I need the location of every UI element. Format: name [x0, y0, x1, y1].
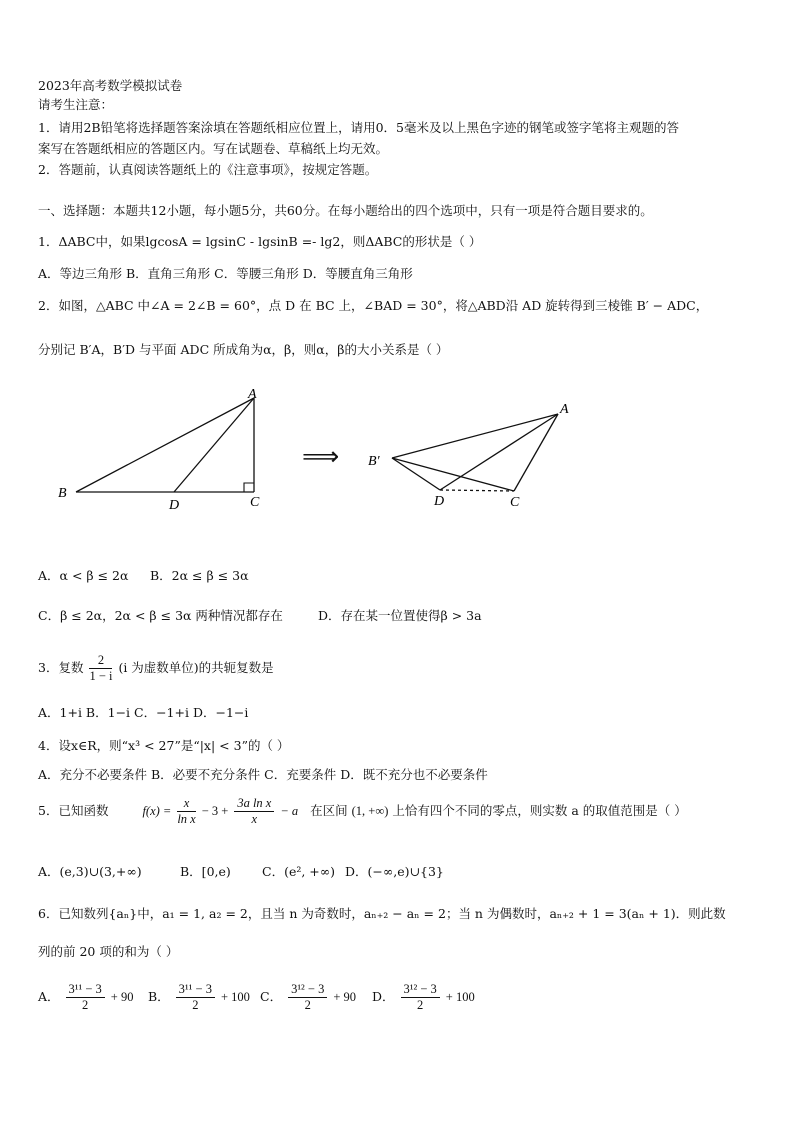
question-5-option-a: A．(e,3)∪(3,+∞) [38, 864, 142, 879]
option-b-fraction [176, 982, 215, 1013]
transform-arrow: ⟹ [302, 442, 340, 472]
notice-rule-2: 2．答题前，认真阅读答题纸上的《注意事项》，按规定答题。 [38, 162, 378, 177]
question-4-options: A．充分不必要条件 B．必要不充分条件 C．充要条件 D．既不充分也不必要条件 [38, 767, 488, 782]
option-b-label: B． [148, 989, 170, 1004]
question-5-function: f(x) = [142, 804, 172, 818]
option-a-label: A． [38, 989, 60, 1004]
vertex-label-a: A [248, 387, 257, 402]
question-6-option-b [148, 982, 250, 1013]
question-4-stem: 4．设x∈R，则“x³ < 27”是“|x| < 3”的（ ） [38, 738, 290, 753]
section-heading: 一、选择题：本题共12小题，每小题5分，共60分。在每小题给出的四个选项中，只有一项是符合题目要求的。 [38, 203, 653, 218]
question-5-mid-text: 在区间 [310, 803, 348, 818]
question-1-stem: 1．ΔABC中，如果lgcosA = lgsinC - lgsinB =- lg2，则ΔABC的形状是（ ） [38, 234, 482, 249]
question-5-prefix: 5．已知函数 [38, 803, 109, 818]
question-5-frac1-den: ln x [177, 812, 196, 826]
vertex-label-a-prime-fig: A [560, 402, 569, 417]
option-a-num: 3¹¹ − 3 [66, 982, 105, 998]
question-2-option-b: B．2α ≤ β ≤ 3α [150, 568, 249, 583]
option-d-num: 3¹² − 3 [401, 982, 440, 998]
vertex-label-c-prime-fig: C [510, 495, 520, 510]
question-5-frac2-den: x [251, 812, 258, 826]
question-5-mid: − 3 + [201, 804, 229, 818]
question-5-interval: (1, +∞) [351, 804, 389, 818]
question-3-stem [38, 653, 274, 684]
question-2-line-1: 2．如图，△ABC 中∠A = 2∠B = 60°，点 D 在 BC 上，∠BAD = 30°，将△ABD沿 AD 旋转得到三棱锥 B′ − ADC， [38, 298, 709, 313]
notice-heading: 请考生注意： [38, 97, 114, 112]
option-c-den: 2 [304, 998, 311, 1012]
notice-rule-1b: 案写在答题纸相应的答题区内。写在试题卷、草稿纸上均无效。 [38, 141, 389, 156]
pyramid-figure-right [360, 395, 580, 510]
option-c-label: C． [260, 989, 283, 1004]
question-5-option-d: D．(−∞,e)∪{3} [345, 864, 444, 879]
question-6-line-2: 列的前 20 项的和为（ ） [38, 944, 179, 959]
question-5-frac2-num: 3a ln x [234, 796, 274, 812]
vertex-label-d: D [169, 498, 180, 513]
question-5-fraction-2 [234, 796, 274, 827]
option-a-den: 2 [82, 998, 89, 1012]
question-6-line-1: 6．已知数列{aₙ}中，a₁ = 1, a₂ = 2，且当 n 为奇数时，aₙ₊₂ − aₙ = 2；当 n 为偶数时，aₙ₊₂ + 1 = 3(aₙ + 1)．则此数 [38, 906, 726, 921]
question-2-option-d: D．存在某一位置使得β > 3a [318, 608, 482, 623]
question-3-numerator: 2 [89, 653, 112, 669]
option-d-label: D． [372, 989, 395, 1004]
question-5-option-c: C．(e², +∞) [262, 864, 336, 879]
question-5-tail: − a [280, 804, 299, 818]
option-c-fraction [288, 982, 327, 1013]
question-2-option-c: C．β ≤ 2α，2α < β ≤ 3α 两种情况都存在 [38, 608, 283, 623]
question-3-options: A．1+i B．1−i C．−1+i D．−1−i [38, 705, 249, 720]
option-d-den: 2 [417, 998, 424, 1012]
option-c-tail: + 90 [333, 990, 357, 1004]
option-d-tail: + 100 [445, 990, 475, 1004]
question-3-prefix: 3．复数 [38, 660, 84, 675]
question-3-fraction [89, 653, 112, 684]
question-2-option-a: A．α < β ≤ 2α [38, 568, 129, 583]
option-a-fraction [66, 982, 105, 1013]
vertex-label-b-prime: B′ [368, 454, 380, 469]
question-5-fraction-1 [177, 796, 195, 827]
notice-rule-1a: 1．请用2B铅笔将选择题答案涂填在答题纸相应位置上，请用0．5毫米及以上黑色字迹的钢笔或签字笔将主观题的答 [38, 120, 679, 135]
vertex-label-b: B [58, 486, 67, 501]
question-5-suffix: 上恰有四个不同的零点，则实数 a 的取值范围是（ ） [392, 803, 687, 818]
question-6-option-a [38, 982, 133, 1013]
option-a-tail: + 90 [110, 990, 134, 1004]
question-6-option-d [372, 982, 475, 1013]
question-3-suffix: (i 为虚数单位)的共轭复数是 [118, 660, 274, 675]
question-5-frac1-num: x [177, 796, 195, 812]
question-6-option-c [260, 982, 356, 1013]
vertex-label-d-prime-fig: D [434, 494, 445, 509]
option-b-tail: + 100 [220, 990, 250, 1004]
question-2-line-2: 分别记 B′A，B′D 与平面 ADC 所成角为α，β，则α，β的大小关系是（ ） [38, 342, 449, 357]
question-5-option-b: B．[0,e) [180, 864, 231, 879]
exam-title: 2023年高考数学模拟试卷 [38, 78, 183, 93]
question-1-options: A．等边三角形 B．直角三角形 C．等腰三角形 D．等腰直角三角形 [38, 266, 413, 281]
option-b-num: 3¹¹ − 3 [176, 982, 215, 998]
question-5-stem [38, 796, 687, 827]
option-b-den: 2 [192, 998, 199, 1012]
option-d-fraction [401, 982, 440, 1013]
vertex-label-c: C [250, 495, 260, 510]
option-c-num: 3¹² − 3 [288, 982, 327, 998]
question-3-denominator: 1 − i [89, 669, 113, 683]
triangle-figure-left [50, 385, 280, 515]
